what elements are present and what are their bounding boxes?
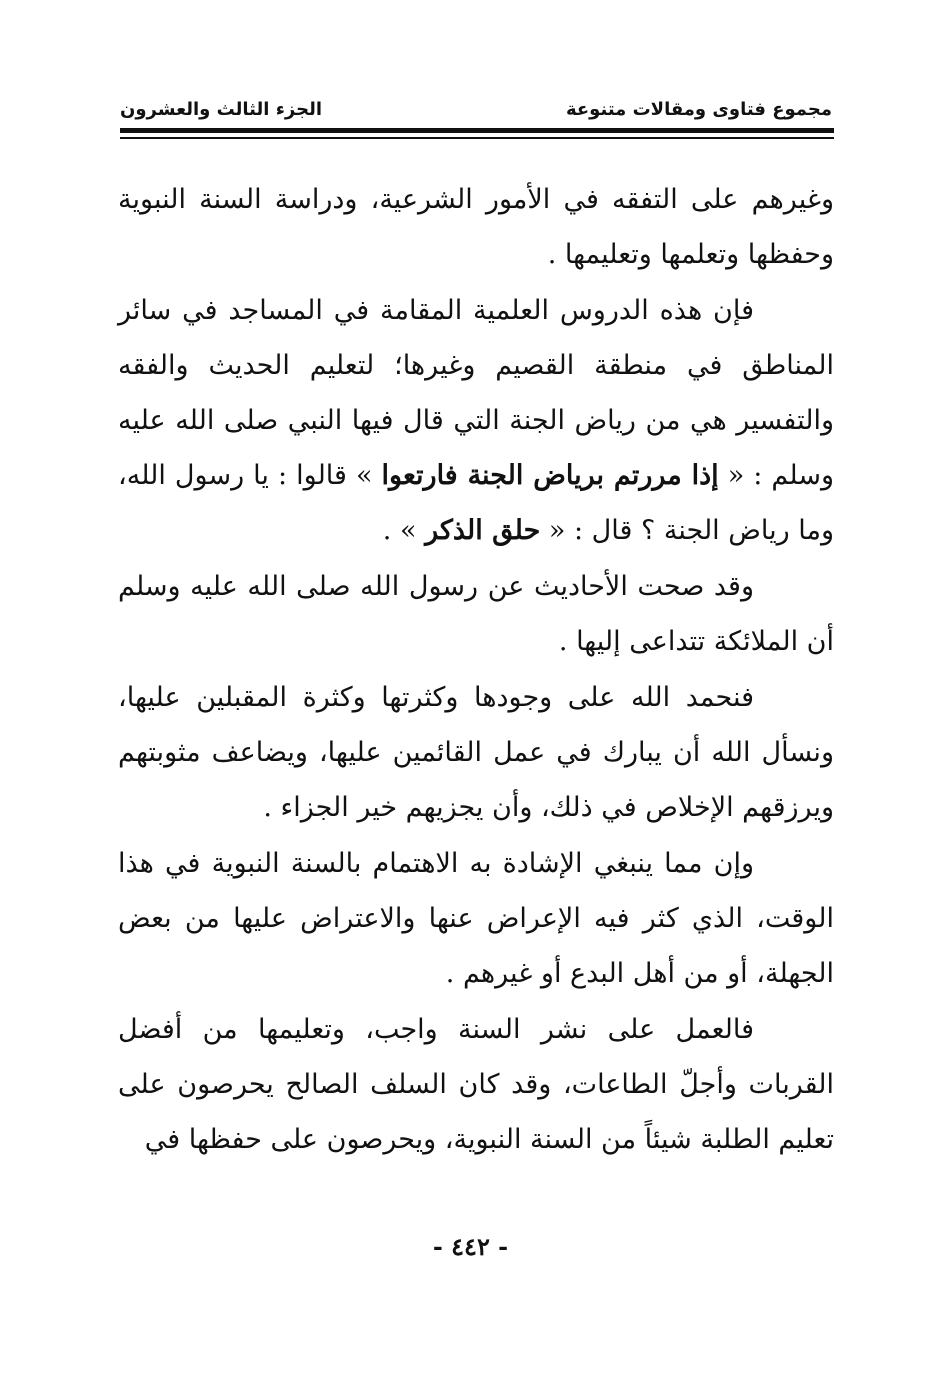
paragraph-4-text: فنحمد الله على وجودها وكثرتها وكثرة المقبلين عليها، ونسأل الله أن يبارك في عمل القائمين عليها، ويضاعف مثوبتهم ويرزقهم الإخلاص في ذلك، وأن يجزيهم خير الجزاء . <box>118 682 834 823</box>
paragraph-3-text: وقد صحت الأحاديث عن رسول الله صلى الله عليه وسلم أن الملائكة تتداعى إليها . <box>118 571 834 657</box>
paragraph-4 <box>118 670 834 835</box>
paragraph-3 <box>118 559 834 669</box>
hadith-quote-1: إذا مررتم برياض الجنة فارتعوا <box>381 460 719 491</box>
running-header <box>120 94 832 124</box>
header-rule-thin <box>120 137 834 139</box>
page-body <box>118 172 834 1168</box>
paragraph-5-text: وإن مما ينبغي الإشادة به الاهتمام بالسنة النبوية في هذا الوقت، الذي كثر فيه الإعراض عنها والاعتراض عليها من بعض الجهلة، أو من أهل البدع أو غيرهم . <box>118 848 834 989</box>
paragraph-6 <box>118 1002 834 1167</box>
paragraph-2-text-b: » قالوا : يا رسول الله، وما رياض الجنة ؟ قال : « <box>118 460 834 546</box>
page-number: - ٤٤٢ - <box>432 1232 509 1261</box>
paragraph-6-text: فالعمل على نشر السنة واجب، وتعليمها من أفضل القربات وأجلّ الطاعات، وقد كان السلف الصالح يحرصون على تعليم الطلبة شيئاً من السنة النبوية، ويحرصون على حفظها في <box>118 1014 834 1155</box>
paragraph-5 <box>118 836 834 1001</box>
volume-title: الجزء الثالث والعشرون <box>120 98 323 120</box>
header-rule-thick <box>120 128 834 133</box>
paragraph-2-text-a: فإن هذه الدروس العلمية المقامة في المساجد في سائر المناطق في منطقة القصيم وغيرها؛ لتعليم الحديث والفقه والتفسير هي من رياض الجنة التي قال فيها النبي صلى الله عليه وسلم : « <box>118 295 835 491</box>
paragraph-2 <box>118 283 834 558</box>
paragraph-1 <box>118 172 834 282</box>
paragraph-2-text-c: » . <box>382 515 426 546</box>
hadith-quote-2: حلق الذكر <box>425 515 541 546</box>
paragraph-1-text: وغيرهم على التفقه في الأمور الشرعية، ودراسة السنة النبوية وحفظها وتعلمها وتعليمها . <box>118 184 834 270</box>
book-title: مجموع فتاوى ومقالات متنوعة <box>565 98 832 120</box>
